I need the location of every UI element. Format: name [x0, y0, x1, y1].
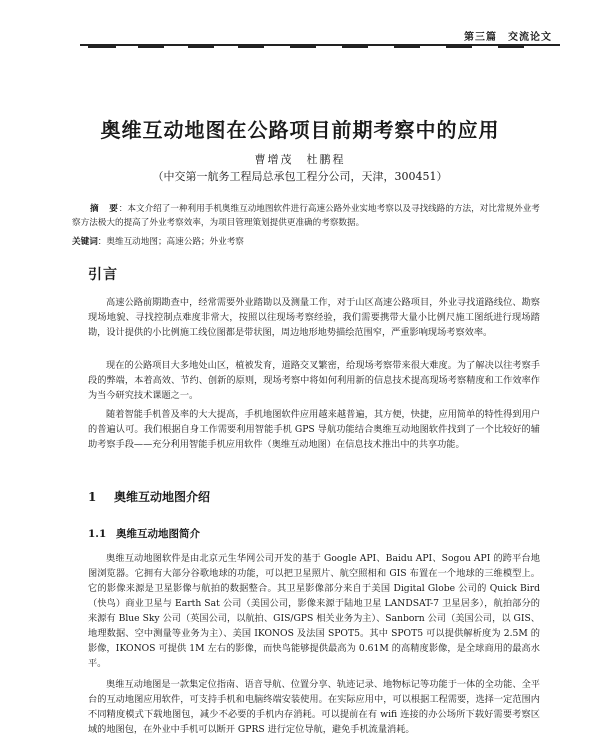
paper-title: 奥维互动地图在公路项目前期考察中的应用	[100, 118, 500, 142]
subsection-heading	[88, 526, 200, 541]
header-dash	[188, 46, 214, 48]
header-dash	[446, 46, 472, 48]
keywords	[72, 235, 544, 249]
header-dash	[88, 46, 116, 48]
running-header: 第三篇 交流论文	[464, 32, 552, 43]
subsection-number: 1.1	[88, 528, 107, 540]
header-dash	[394, 46, 420, 48]
header-dash-rule	[80, 46, 560, 49]
header-dash	[498, 46, 524, 48]
intro-paragraph: 现在的公路项目大多地处山区，植被发育，道路交叉繁密，给现场考察带来很大难度。为了解决以往考察手段的弊端，本着高效、节约、创新的原则，现场考察中将如何利用新的信息技术提高现场考察精度和工作效率作为当今研究技术课题之一。	[88, 360, 540, 401]
abstract	[72, 202, 544, 230]
body-paragraph: 奥维互动地图软件是由北京元生华网公司开发的基于 Google API、Baidu API、Sogou API 的跨平台地图浏览器。它拥有大部分谷歌地球的功能，可以把卫星照片、航空照相和 GIS 布置在一个地球的三维模型上。它的影像来源是卫星影像与航拍的数据整合。其卫星影像部分来自于美国 Digital Globe 公司的 Quick Bird（快鸟）商业卫星与 Earth Sat 公司（美国公司，影像来源于陆地卫星 LANDSAT-7 卫星居多），航拍部分的来源有 Blue Sky 公司（英国公司，以航拍、GIS/GPS 相关业务为主）、Sanborn 公司（美国公司，以 GIS、地理数据、空中测量等业务为主）、美国 IKONOS 及法国 SPOT5。其中 SPOT5 可以提供解析度为 2.5M 的影像，IKONOS 可提供 1M 左右的影像，而快鸟能够提供最高为 0.61M 的高精度影像，是全球商用的最高水平。	[88, 553, 540, 669]
header-dash	[290, 46, 316, 48]
header-dash	[138, 46, 164, 48]
section-number: 1	[88, 490, 97, 504]
abstract-label: 摘 要	[90, 204, 119, 214]
subsection-title: 奥维互动地图简介	[116, 528, 200, 540]
keywords-text: ：奥维互动地图；高速公路；外业考察	[97, 237, 244, 247]
intro-paragraph: 高速公路前期勘查中，经常需要外业踏勘以及测量工作，对于山区高速公路项目，外业寻找道路线位、勘察现场地貌、寻找控制点难度非常大，按照以往现场考察经验，我们需要携带大量小比例尺施工图纸进行现场踏勘，设计提供的小比例施工线位图都是带状图，周边地形地势描绘范围窄，严重影响现场考察效率。	[88, 297, 540, 338]
section-title: 奥维互动地图介绍	[114, 490, 211, 504]
keywords-label: 关键词	[72, 237, 98, 247]
abstract-text: ：本文介绍了一种利用手机奥维互动地图软件进行高速公路外业实地考察以及寻找线路的方法，对比常规外业考察方法极大的提高了外业考察效率，为项目管理策划提供更准确的考察数据。	[72, 204, 540, 228]
affiliation: （中交第一航务工程局总承包工程分公司，天津，300451）	[152, 170, 448, 183]
header-dash	[238, 46, 264, 48]
section-heading	[88, 488, 210, 505]
intro-heading: 引言	[88, 267, 118, 283]
header-dash	[342, 46, 368, 48]
body-paragraph: 奥维互动地图是一款集定位指南、语音导航、位置分享、轨迹记录、地物标记等功能于一体的全功能、全平台的互动地图应用软件，可支持手机和电脑终端安装使用。在实际应用中，可以根据工程需要，选择一定范围内不同精度模式下载地图包，减少不必要的手机内存消耗。可以提前在有 wifi 连接的办公场所下载好需要考察区域的地图包，在外业中手机可以断开 GPRS 进行定位导航，避免手机流量消耗。	[88, 679, 540, 735]
authors: 曹增茂 杜鹏程	[254, 153, 346, 166]
intro-paragraph: 随着智能手机普及率的大大提高，手机地图软件应用越来越普遍，其方便，快捷，应用简单的特性得到用户的普遍认可。我们根据自身工作需要利用智能手机 GPS 导航功能结合奥维互动地图软件找到了一个比较好的辅助考察手段——充分利用智能手机应用软件（奥维互动地图）在信息技术推出中的共享功能。	[88, 409, 540, 450]
